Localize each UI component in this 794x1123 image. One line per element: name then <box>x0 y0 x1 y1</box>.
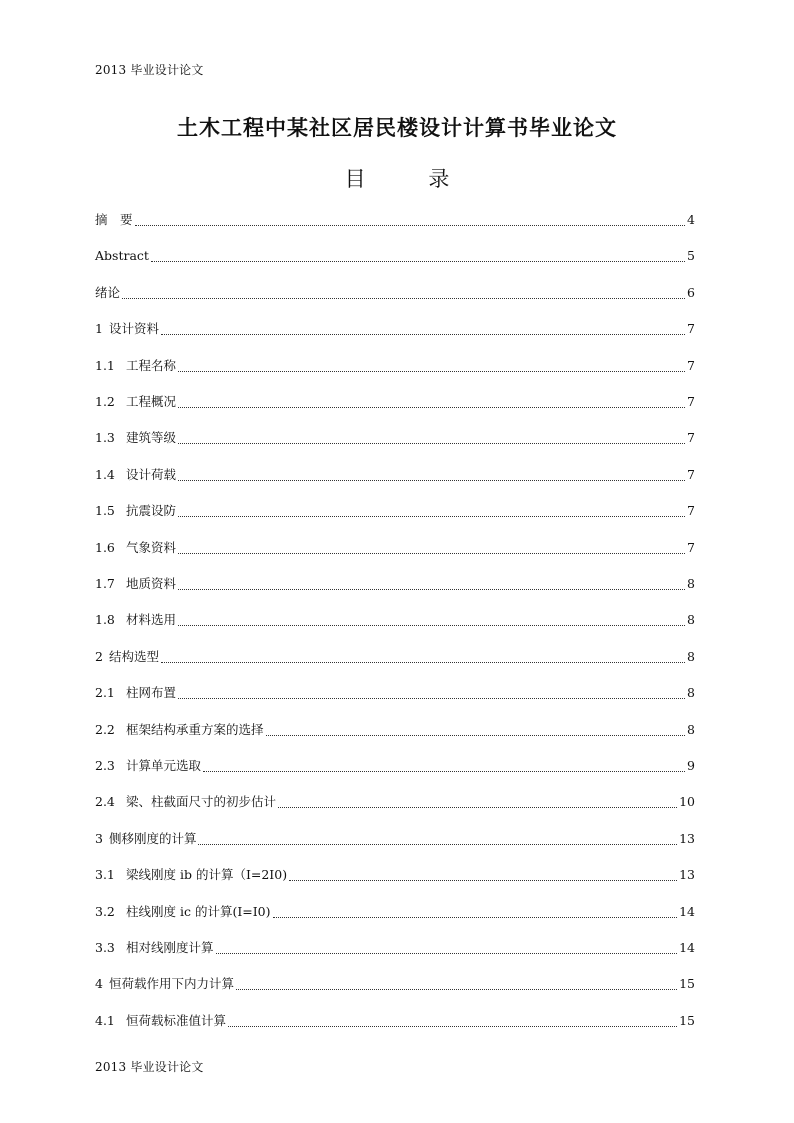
toc-leader-dots <box>216 941 678 954</box>
toc-leader-dots <box>161 650 685 663</box>
toc-leader-dots <box>178 431 685 444</box>
toc-entry-label: 结构选型 <box>108 648 159 664</box>
toc-leader-dots <box>122 286 685 299</box>
toc-entry-page: 15 <box>679 1012 695 1028</box>
toc-entry[interactable] <box>95 972 695 992</box>
toc-entry-label: 恒荷载标准值计算 <box>126 1012 227 1028</box>
toc-entry-page: 7 <box>687 503 695 519</box>
toc-entry-label: 计算单元选取 <box>126 758 202 773</box>
toc-entry[interactable] <box>95 645 695 665</box>
toc-entry[interactable] <box>95 281 695 301</box>
toc-leader-dots <box>178 613 685 626</box>
toc-entry-number: 1.4 <box>95 466 115 482</box>
toc-entry-number: 2.2 <box>95 721 115 737</box>
toc-entry-page: 7 <box>687 321 695 337</box>
toc-entry-page: 6 <box>687 284 695 300</box>
toc-entry-number: 2.3 <box>95 758 115 773</box>
toc-entry-page: 7 <box>687 394 695 409</box>
toc-leader-dots <box>203 759 685 772</box>
toc-entry[interactable] <box>95 354 695 374</box>
toc-entry-page: 8 <box>687 721 695 737</box>
toc-entry-label: 梁、柱截面尺寸的初步估计 <box>126 794 277 810</box>
toc-entry-number: 3.1 <box>95 867 115 883</box>
toc-entry-page: 14 <box>679 940 695 955</box>
toc-entry[interactable] <box>95 827 695 847</box>
toc-heading: 目 录 <box>344 167 478 191</box>
toc-entry-label: 材料选用 <box>126 612 177 628</box>
toc-leader-dots <box>273 905 678 918</box>
toc-entry-label: 设计荷载 <box>126 466 177 482</box>
toc-entry[interactable] <box>95 536 695 556</box>
toc-entry-label: 侧移刚度的计算 <box>108 830 197 846</box>
toc-entry-page: 7 <box>687 430 695 446</box>
toc-entry-label: 梁线刚度 ib 的计算（I=2I0) <box>126 867 288 883</box>
toc-leader-dots <box>228 1014 677 1027</box>
toc-entry[interactable] <box>95 608 695 628</box>
toc-leader-dots <box>135 213 686 226</box>
toc-leader-dots <box>289 868 677 881</box>
toc-entry-page: 13 <box>679 867 695 883</box>
toc-entry[interactable] <box>95 936 695 956</box>
toc-entry-number: 1.8 <box>95 612 115 628</box>
toc-leader-dots <box>178 395 685 408</box>
toc-entry[interactable] <box>95 681 695 701</box>
toc-entry-page: 5 <box>687 248 695 264</box>
toc-leader-dots <box>161 322 685 335</box>
toc-entry-label: 柱网布置 <box>126 685 177 701</box>
toc-entry-label: 绪论 <box>95 284 121 300</box>
toc-entry[interactable] <box>95 754 695 774</box>
toc-entry[interactable] <box>95 572 695 592</box>
toc-entry-number: 1.7 <box>95 576 115 591</box>
page-header: 2013 毕业设计论文 <box>95 63 204 77</box>
toc-entry-label: 工程名称 <box>126 357 177 373</box>
toc-leader-dots <box>278 795 677 808</box>
toc-entry-number: 1.1 <box>95 357 115 373</box>
toc-entry-page: 14 <box>679 903 695 919</box>
toc-entry-page: 8 <box>687 612 695 628</box>
toc-entry-page: 10 <box>679 794 695 810</box>
toc-entry-page: 8 <box>687 685 695 701</box>
toc-entry-page: 7 <box>687 539 695 555</box>
toc-leader-dots <box>178 468 685 481</box>
toc-entry-page: 7 <box>687 466 695 482</box>
toc-entry-label: 抗震设防 <box>126 503 177 519</box>
toc-leader-dots <box>151 249 685 262</box>
toc-entry-number: 4.1 <box>95 1012 115 1028</box>
toc-entry[interactable] <box>95 208 695 228</box>
toc-entry-label: 建筑等级 <box>126 430 177 446</box>
page-footer: 2013 毕业设计论文 <box>95 1060 204 1074</box>
document-title: 土木工程中某社区居民楼设计计算书毕业论文 <box>177 115 617 140</box>
toc-leader-dots <box>178 577 685 590</box>
toc-entry-label: 工程概况 <box>126 394 177 409</box>
toc-entry-number: 3.2 <box>95 903 115 919</box>
toc-entry-page: 7 <box>687 357 695 373</box>
toc-entry-label: 设计资料 <box>108 321 159 337</box>
toc-entry-number: 1.5 <box>95 503 115 519</box>
toc-entry-number: 2.1 <box>95 685 115 701</box>
toc-entry-label: 摘 要 <box>95 212 133 227</box>
toc-entry[interactable] <box>95 790 695 810</box>
toc-leader-dots <box>178 686 685 699</box>
toc-entry-label: 相对线刚度计算 <box>126 940 214 955</box>
toc-leader-dots <box>236 977 677 990</box>
toc-entry-label: 地质资料 <box>126 576 177 591</box>
toc-entry[interactable] <box>95 718 695 738</box>
toc-entry[interactable] <box>95 863 695 883</box>
toc-entry-label: Abstract <box>95 248 149 264</box>
toc-entry-label: 柱线刚度 ic 的计算(I=I0) <box>126 903 271 919</box>
toc-leader-dots <box>178 504 685 517</box>
toc-entry-page: 15 <box>679 976 695 992</box>
toc-leader-dots <box>266 723 686 736</box>
toc-entry-number: 1 <box>95 321 103 337</box>
toc-entry-page: 13 <box>679 830 695 846</box>
toc-entry-number: 1.6 <box>95 539 115 555</box>
toc-entry[interactable] <box>95 1009 695 1029</box>
toc-entry-number: 3 <box>95 830 103 846</box>
toc-entry-number: 3.3 <box>95 940 115 955</box>
toc-entry-page: 4 <box>687 212 695 227</box>
toc-entry[interactable] <box>95 900 695 920</box>
toc-entry-number: 2 <box>95 648 103 664</box>
toc-entry[interactable] <box>95 426 695 446</box>
toc-entry-page: 8 <box>687 576 695 591</box>
toc-entry-label: 恒荷载作用下内力计算 <box>108 976 234 992</box>
toc-entry-page: 8 <box>687 648 695 664</box>
toc-entry-label: 框架结构承重方案的选择 <box>126 721 264 737</box>
toc-entry[interactable] <box>95 463 695 483</box>
toc-leader-dots <box>198 832 677 845</box>
toc-entry-number: 1.2 <box>95 394 115 409</box>
toc-entry-number: 4 <box>95 976 103 992</box>
toc-entry[interactable] <box>95 390 695 410</box>
toc-entry-page: 9 <box>687 758 695 773</box>
toc-leader-dots <box>178 541 685 554</box>
toc-leader-dots <box>178 359 685 372</box>
toc-entry[interactable] <box>95 244 695 264</box>
toc-entry-label: 气象资料 <box>126 539 177 555</box>
toc-entry[interactable] <box>95 499 695 519</box>
toc-entry-number: 1.3 <box>95 430 115 446</box>
toc-entry-number: 2.4 <box>95 794 115 810</box>
toc-entry[interactable] <box>95 317 695 337</box>
